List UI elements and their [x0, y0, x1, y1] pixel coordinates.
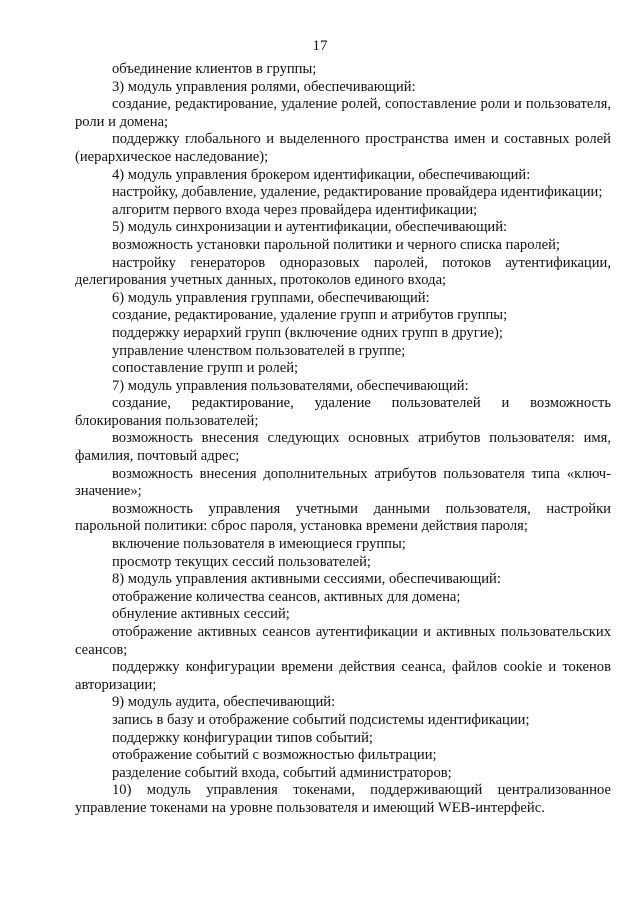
- paragraph: отображение событий с возможностью фильтрации;: [112, 747, 437, 764]
- paragraph: отображение количества сеансов, активных для домена;: [112, 588, 461, 605]
- document-body: [75, 61, 611, 818]
- paragraph: просмотр текущих сессий пользователей;: [112, 553, 371, 570]
- paragraph: создание, редактирование, удаление пользователей и возможность блокирования пользователей;: [75, 395, 611, 429]
- paragraph: 5) модуль синхронизации и аутентификации, обеспечивающий:: [112, 219, 508, 236]
- page-number: 17: [312, 38, 328, 54]
- paragraph: отображение активных сеансов аутентификации и активных пользовательских сеансов;: [75, 624, 611, 658]
- paragraph: 3) модуль управления ролями, обеспечивающий:: [112, 78, 416, 95]
- paragraph: алгоритм первого входа через провайдера идентификации;: [112, 201, 478, 218]
- paragraph: поддержку конфигурации времени действия сеанса, файлов cookie и токенов авторизации;: [75, 659, 611, 693]
- paragraph: запись в базу и отображение событий подсистемы идентификации;: [112, 711, 530, 728]
- paragraph: 4) модуль управления брокером идентификации, обеспечивающий:: [112, 166, 531, 183]
- paragraph: поддержку глобального и выделенного пространства имен и составных ролей (иерархическое наследование);: [75, 131, 611, 165]
- paragraph: возможность установки парольной политики и черного списка паролей;: [112, 236, 560, 253]
- paragraph: включение пользователя в имеющиеся группы;: [112, 536, 406, 553]
- paragraph: 6) модуль управления группами, обеспечивающий:: [112, 289, 430, 306]
- paragraph: поддержку конфигурации типов событий;: [112, 729, 373, 746]
- paragraph: управление членством пользователей в группе;: [112, 342, 406, 359]
- paragraph: 8) модуль управления активными сессиями, обеспечивающий:: [112, 571, 501, 588]
- paragraph: создание, редактирование, удаление ролей, сопоставление роли и пользователя, роли и домена;: [75, 96, 611, 130]
- paragraph: создание, редактирование, удаление групп и атрибутов группы;: [112, 307, 508, 324]
- paragraph: сопоставление групп и ролей;: [112, 360, 299, 377]
- paragraph: 10) модуль управления токенами, поддерживающий централизованное управление токенами на уровне пользователя и имеющий WEB-интерфейс.: [75, 782, 611, 816]
- paragraph: 7) модуль управления пользователями, обеспечивающий:: [112, 377, 469, 394]
- paragraph: обнуление активных сессий;: [112, 606, 290, 623]
- paragraph: 9) модуль аудита, обеспечивающий:: [112, 694, 336, 711]
- paragraph: возможность внесения следующих основных атрибутов пользователя: имя, фамилия, почтовый адрес;: [75, 430, 611, 465]
- paragraph: возможность управления учетными данными пользователя, настройки парольной политики: сброс пароля, установка времени действия пароля;: [75, 500, 611, 535]
- paragraph: поддержку иерархий групп (включение одних групп в другие);: [112, 324, 503, 341]
- paragraph: разделение событий входа, событий администраторов;: [112, 764, 452, 781]
- paragraph: настройку, добавление, удаление, редактирование провайдера идентификации;: [112, 184, 603, 201]
- paragraph: возможность внесения дополнительных атрибутов пользователя типа «ключ-значение»;: [75, 465, 611, 500]
- paragraph: объединение клиентов в группы;: [112, 61, 317, 77]
- paragraph: настройку генераторов одноразовых паролей, потоков аутентификации, делегирования учетных данных, протоколов единого входа;: [75, 254, 611, 289]
